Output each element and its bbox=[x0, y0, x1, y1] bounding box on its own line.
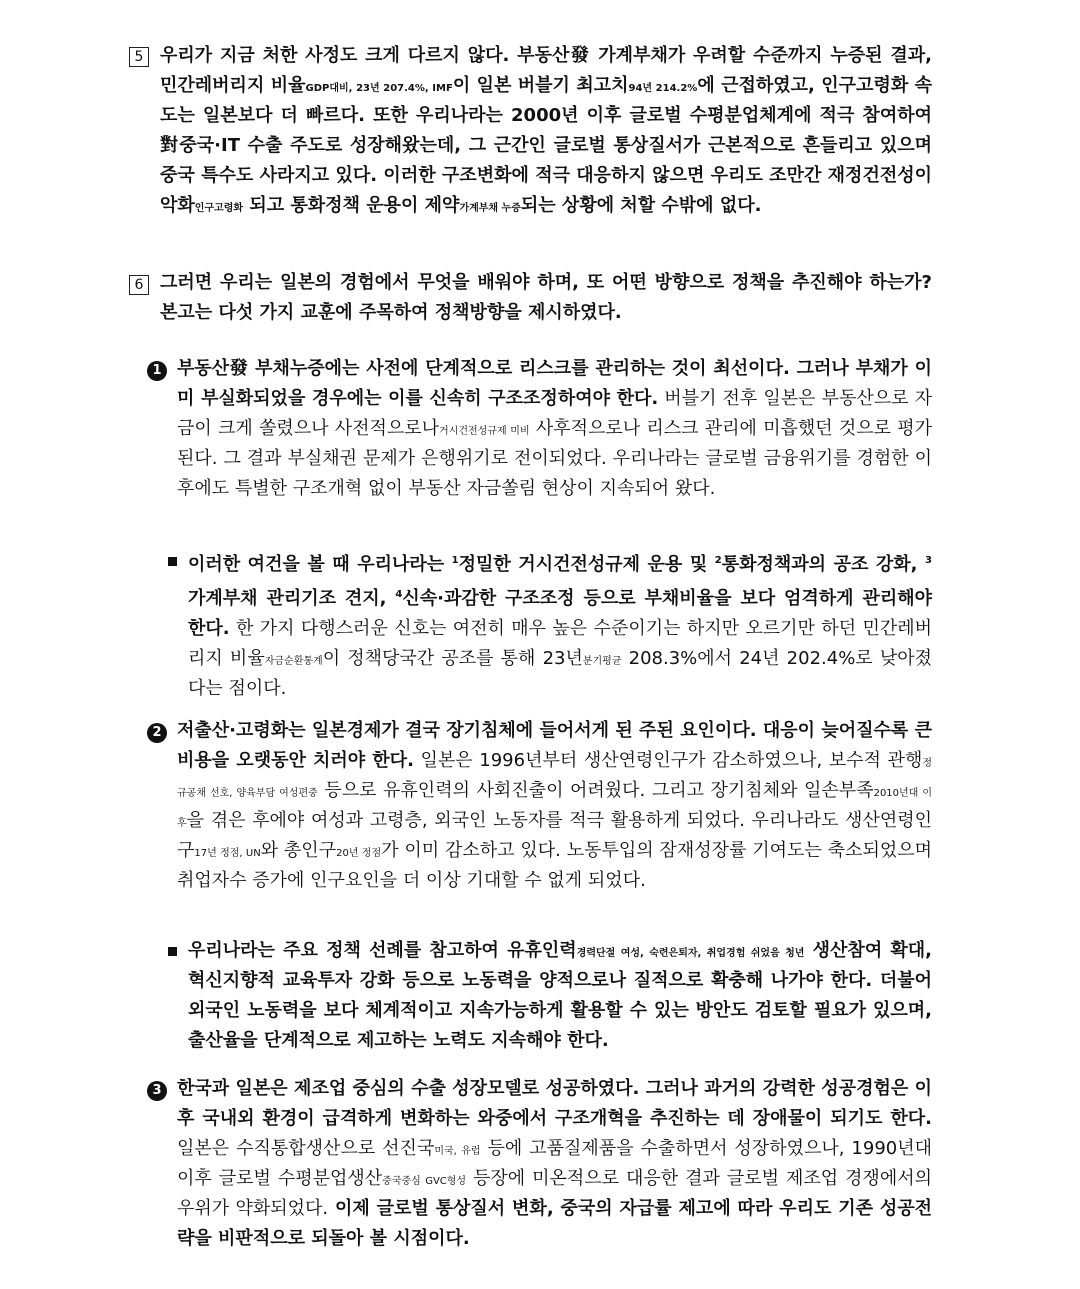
section-5-number: 5 bbox=[129, 47, 149, 67]
section-6-number: 6 bbox=[129, 275, 149, 295]
bullet-2-square bbox=[168, 947, 177, 956]
lesson-3-paragraph: 한국과 일본은 제조업 중심의 수출 성장모델로 성공하였다. 그러나 과거의 강력한 성공경험은 이후 국내외 환경이 급격하게 변화하는 와중에서 구조개혁을 추진하는 데 장애물이 되기도 한다. 일본은 수직통합생산으로 선진국미국, 유럽 등에 고품질제품을 수출하면서 성장하였으나, 1990년대 이후 글로벌 수평분업생산중국중심 GVC형성 등장에 미온적으로 대응한 결과 글로벌 제조업 경쟁에서의 우위가 약화되었다. 이제 글로벌 통상질서 변화, 중국의 자급률 제고에 따라 우리도 기존 성공전략을 비판적으로 되돌아 볼 시점이다. bbox=[177, 1078, 933, 1249]
lesson-2-marker: 2 bbox=[147, 723, 167, 743]
lesson-1-marker: 1 bbox=[147, 361, 167, 381]
bullet-2-paragraph: 우리나라는 주요 정책 선례를 참고하여 유휴인력경력단절 여성, 숙련은퇴자, 취업경험 쉬었음 청년 생산참여 확대, 혁신지향적 교육투자 강화 등으로 노동력을 양적으로나 질적으로 확충해 나가야 한다. 더불어 외국인 노동력을 보다 체계적이고 지속가능하게 활용할 수 있는 방안도 검토할 필요가 있으며, 출산율을 단계적으로 제고하는 노력도 지속해야 한다. bbox=[188, 940, 932, 1051]
lesson-2-paragraph: 저출산·고령화는 일본경제가 결국 장기침체에 들어서게 된 주된 요인이다. 대응이 늦어질수록 큰 비용을 오랫동안 치러야 한다. 일본은 1996년부터 생산연령인구가 감소하였으나, 보수적 관행정규공채 선호, 양육부담 여성편중 등으로 유휴인력의 사회진출이 어려웠다. 그리고 장기침체와 일손부족2010년대 이후을 겪은 후에야 여성과 고령층, 외국인 노동자를 적극 활용하게 되었다. 우리나라도 생산연령인구17년 정점, UN와 총인구20년 정점가 이미 감소하고 있다. 노동투입의 잠재성장률 기여도는 축소되었으며 취업자수 증가에 인구요인을 더 이상 기대할 수 없게 되었다. bbox=[177, 720, 933, 891]
bullet-1-square bbox=[168, 557, 177, 566]
lesson-1-paragraph: 부동산發 부채누증에는 사전에 단계적으로 리스크를 관리하는 것이 최선이다. 그러나 부채가 이미 부실화되었을 경우에는 이를 신속히 구조조정하여야 한다. 버블기 전후 일본은 부동산으로 자금이 크게 쏠렸으나 사전적으로나거시건전성규제 미비 사후적으로나 리스크 관리에 미흡했던 것으로 평가된다. 그 결과 부실채권 문제가 은행위기로 전이되었다. 우리나라는 글로벌 금융위기를 경험한 이후에도 특별한 구조개혁 없이 부동산 자금쏠림 현상이 지속되어 왔다. bbox=[177, 358, 932, 499]
section-6-paragraph: 그러면 우리는 일본의 경험에서 무엇을 배워야 하며, 또 어떤 방향으로 정책을 추진해야 하는가? 본고는 다섯 가지 교훈에 주목하여 정책방향을 제시하였다. bbox=[160, 272, 932, 323]
section-5-paragraph: 우리가 지금 처한 사정도 크게 다르지 않다. 부동산發 가계부채가 우려할 수준까지 누증된 결과, 민간레버리지 비율GDP대비, 23년 207.4%, IMF이 일본 버블기 최고치94년 214.2%에 근접하였고, 인구고령화 속도는 일본보다 더 빠르다. 또한 우리나라는 2000년 이후 글로벌 수평분업체계에 적극 참여하여 對중국·IT 수출 주도로 성장해왔는데, 그 근간인 글로벌 통상질서가 근본적으로 흔들리고 있으며 중국 특수도 사라지고 있다. 이러한 구조변화에 적극 대응하지 않으면 우리도 조만간 재정건전성이 악화인구고령화 되고 통화정책 운용이 제약가계부채 누증되는 상황에 처할 수밖에 없다. bbox=[160, 45, 932, 216]
lesson-3-marker: 3 bbox=[147, 1081, 167, 1101]
bullet-1-paragraph: 이러한 여건을 볼 때 우리나라는 $^1$정밀한 거시건전성규제 운용 및 $^2$통화정책과의 공조 강화, $^3$가계부채 관리기조 견지, $^4$신속·과감한 구조조정 등으로 부채비율을 보다 엄격하게 관리해야 한다. 한 가지 다행스러운 신호는 여전히 매우 높은 수준이기는 하지만 오르기만 하던 민간레버리지 비율자금순환통계이 정책당국간 공조를 통해 23년분기평균 208.3%에서 24년 202.4%로 낮아졌다는 점이다. bbox=[188, 554, 932, 699]
